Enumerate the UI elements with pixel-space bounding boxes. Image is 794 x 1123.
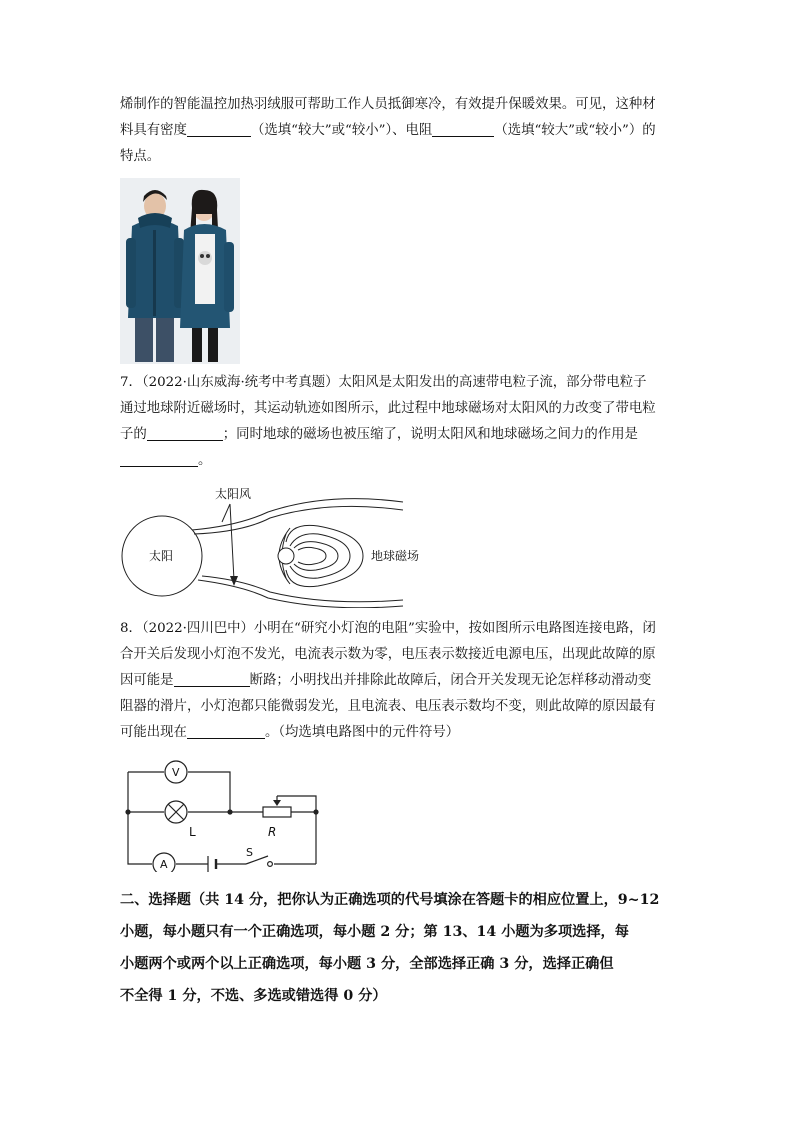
intro-line-1: 烯制作的智能温控加热羽绒服可帮助工作人员抵御寒冷，有效提升保暖效果。可见，这种材 <box>120 97 656 112</box>
q8-line-5: 可能出现在 。（均选填电路图中的元件符号） <box>120 725 460 740</box>
sun-label: 太阳 <box>149 549 174 563</box>
q8-line-4: 阻器的滑片，小灯泡都只能微弱发光，且电流表、电压表示数均不变，则此故障的原因最有 <box>120 699 656 714</box>
switch-contact <box>268 862 273 867</box>
solar-wind-label: 太阳风 <box>215 487 252 501</box>
q8-line-3: 因可能是 断路；小明找出并排除此故障后，闭合开关发现无论怎样移动滑动变 <box>120 673 652 688</box>
answer-blank[interactable] <box>147 425 223 441</box>
section-2-line-2: 小题，每小题只有一个正确选项，每小题 2 分；第 13、14 小题为多项选择，每 <box>120 924 629 940</box>
q7-line-4: 。 <box>120 448 680 474</box>
q7-line-3: 子的 ；同时地球的磁场也被压缩了，说明太阳风和地球磁场之间力的作用是 <box>120 427 638 442</box>
intro-paragraph <box>120 92 680 170</box>
question-8 <box>120 616 680 746</box>
q7-line-2: 通过地球附近磁场时，其运动轨迹如图所示，此过程中地球磁场对太阳风的力改变了带电粒 <box>120 401 656 416</box>
intro-line-2: 料具有密度 （选填“较大”或“较小”）、电阻 （选填“较大”或“较小”）的 <box>120 123 656 138</box>
lamp-label: L <box>189 825 196 839</box>
resistor-label: R <box>268 825 277 839</box>
q8-line-2: 合开关后发现小灯泡不发光，电流表示数为零，电压表示数接近电源电压，出现此故障的原 <box>120 647 656 662</box>
section-2-line-4: 不全得 1 分，不选、多选或错选得 0 分） <box>120 988 387 1004</box>
section-2-line-3: 小题两个或两个以上正确选项，每小题 3 分，全部选择正确 3 分，选择正确但 <box>120 956 614 972</box>
answer-blank[interactable] <box>187 723 265 739</box>
rheostat-box <box>263 807 291 817</box>
ammeter-label: A <box>160 858 168 871</box>
circuit-diagram <box>118 760 328 872</box>
switch-label: S <box>246 846 253 859</box>
jacket-photo <box>120 178 240 364</box>
voltmeter-label: V <box>172 766 180 779</box>
section-2-line-1: 二、选择题（共 14 分，把你认为正确选项的代号填涂在答题卡的相应位置上，9~12 <box>120 892 660 908</box>
section-2-instructions <box>120 884 682 1012</box>
q8-line-1: 8．（2022·四川巴中）小明在“研究小灯泡的电阻”实验中，按如图所示电路图连接电路，闭 <box>120 621 656 636</box>
solar-wind-figure <box>118 482 438 608</box>
intro-line-3: 特点。 <box>120 149 161 164</box>
answer-blank[interactable] <box>120 451 198 467</box>
answer-blank[interactable] <box>187 121 251 137</box>
answer-blank[interactable] <box>174 671 250 687</box>
question-7 <box>120 370 680 474</box>
answer-blank[interactable] <box>432 121 494 137</box>
earth-circle <box>278 548 294 564</box>
earth-field-label: 地球磁场 <box>371 549 420 563</box>
q7-line-1: 7．（2022·山东威海·统考中考真题）太阳风是太阳发出的高速带电粒子流，部分带电粒子 <box>120 375 647 390</box>
jacket-photo-illustration <box>120 178 240 364</box>
